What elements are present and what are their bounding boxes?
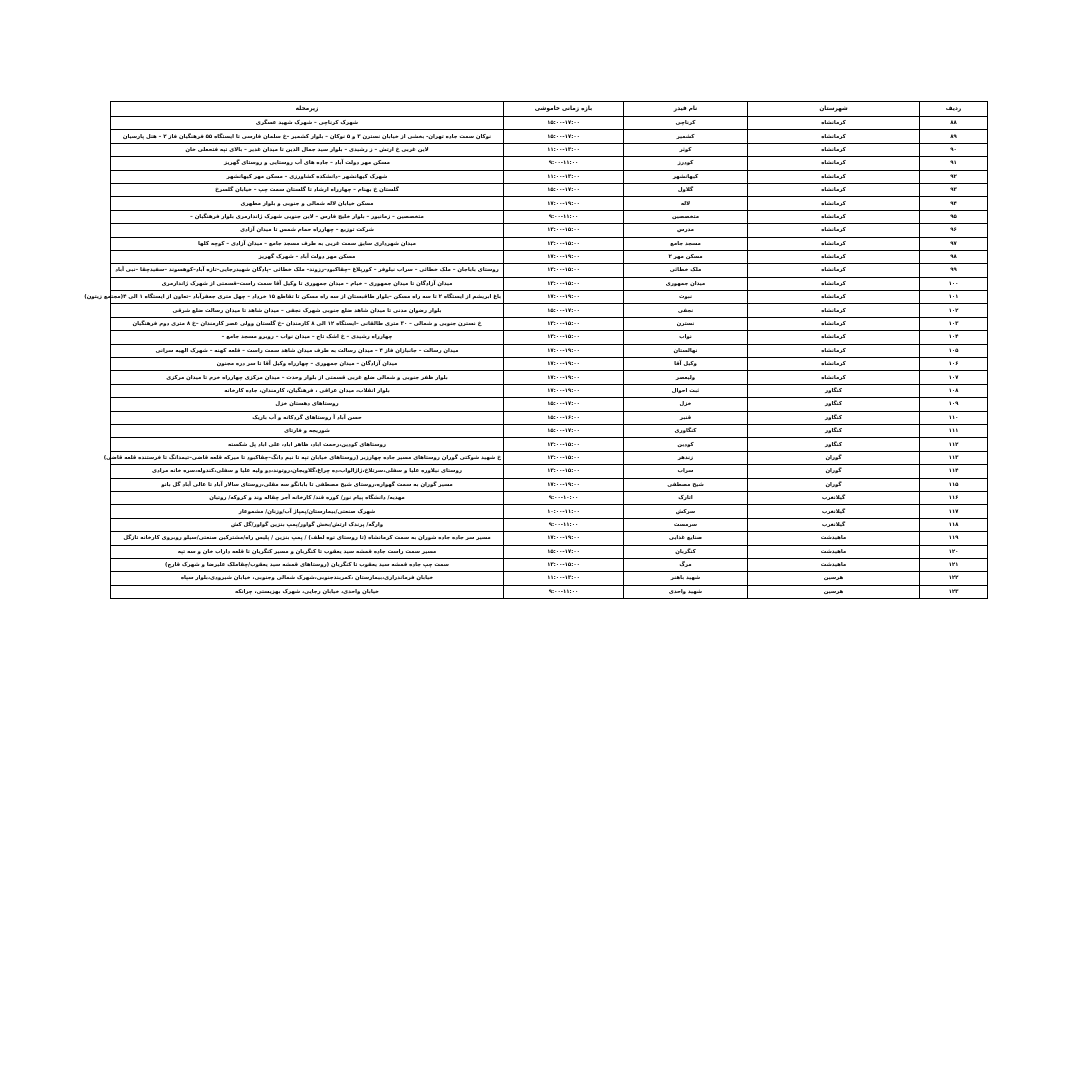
- cell-area: مسیر سمت راست جاده قمشه سید یعقوب تا کنگربان و مسیر کنگربان تا قلعه داراب خان و سه تپه: [111, 545, 504, 558]
- cell-county: کرمانشاه: [748, 170, 920, 183]
- cell-index: ۱۲۲: [920, 572, 988, 585]
- cell-feeder: مسکن مهر ۲: [624, 250, 748, 263]
- cell-feeder: مسجد جامع: [624, 237, 748, 250]
- cell-feeder: متخصصین: [624, 210, 748, 223]
- cell-area: روستای باباجان – ملک خطائی – سراب نیلوفر – کورپلاغ –چقاکبود–رزوند– ملک خطائی –پادگان شهیدرجایی–تازه آباد–کوهسوند –سفیدچقا –نبی آباد: [111, 264, 504, 277]
- cell-index: ۱۰۸: [920, 384, 988, 397]
- cell-feeder: نبوت: [624, 291, 748, 304]
- table-row: [111, 291, 988, 304]
- cell-time: ۱۵:۰۰-۱۷:۰۰: [504, 424, 624, 437]
- cell-time: ۱۷:۰۰-۱۹:۰۰: [504, 291, 624, 304]
- cell-index: ۱۱۸: [920, 518, 988, 531]
- cell-feeder: شیخ مصطفی: [624, 478, 748, 491]
- cell-index: ۱۱۲: [920, 438, 988, 451]
- cell-index: ۱۰۳: [920, 317, 988, 330]
- table-row: [111, 424, 988, 437]
- cell-county: کرمانشاه: [748, 291, 920, 304]
- cell-time: ۱۷:۰۰-۱۹:۰۰: [504, 384, 624, 397]
- cell-feeder: کرناچی: [624, 117, 748, 130]
- cell-feeder: نهالستان: [624, 344, 748, 357]
- cell-county: هرسین: [748, 572, 920, 585]
- cell-feeder: ثبت احوال: [624, 384, 748, 397]
- table-row: [111, 371, 988, 384]
- cell-county: کرمانشاه: [748, 183, 920, 196]
- table-header-row: [111, 102, 988, 117]
- cell-feeder: نواب: [624, 331, 748, 344]
- cell-time: ۱۵:۰۰-۱۷:۰۰: [504, 398, 624, 411]
- cell-area: مسیر گوران به سمت گهواره،روستای شیخ مصطفی تا بابانگو سه مقلی،روستای سالار آباد تا عالی آباد گل بانو: [111, 478, 504, 491]
- cell-index: ۸۸: [920, 117, 988, 130]
- cell-time: ۱۳:۰۰-۱۵:۰۰: [504, 438, 624, 451]
- table-row: [111, 130, 988, 143]
- cell-index: ۹۳: [920, 183, 988, 196]
- cell-area: شهرک صنعتی/بیمارستان/پمپاژ آب/وزنان/ مشموعار: [111, 505, 504, 518]
- cell-index: ۱۰۶: [920, 358, 988, 371]
- table-row: [111, 344, 988, 357]
- cell-index: ۱۲۱: [920, 558, 988, 571]
- cell-index: ۱۱۰: [920, 411, 988, 424]
- table-row: [111, 451, 988, 464]
- table-row: [111, 237, 988, 250]
- table-row: [111, 183, 988, 196]
- table-row: [111, 117, 988, 130]
- cell-feeder: سرمست: [624, 518, 748, 531]
- cell-feeder: مدرس: [624, 224, 748, 237]
- table-row: [111, 505, 988, 518]
- cell-time: ۱۳:۰۰-۱۵:۰۰: [504, 317, 624, 330]
- cell-county: کنگاور: [748, 398, 920, 411]
- cell-feeder: گلاول: [624, 183, 748, 196]
- cell-time: ۱۷:۰۰-۱۹:۰۰: [504, 371, 624, 384]
- cell-county: کرمانشاه: [748, 250, 920, 263]
- cell-county: گوران: [748, 478, 920, 491]
- cell-time: ۱۱:۰۰-۱۳:۰۰: [504, 143, 624, 156]
- cell-time: ۱۷:۰۰-۱۹:۰۰: [504, 250, 624, 263]
- table-row: [111, 197, 988, 210]
- table-row: [111, 518, 988, 531]
- cell-county: کرمانشاه: [748, 331, 920, 344]
- cell-county: گیلانغرب: [748, 491, 920, 504]
- cell-area: شرکت توزیع – چهارراه حمام شمس تا میدان آزادی: [111, 224, 504, 237]
- cell-area: میدان آزادگان – میدان جمهوری – چهارراه وکیل آقا تا سر دره مجنون: [111, 358, 504, 371]
- table-row: [111, 585, 988, 598]
- cell-feeder: نجفی: [624, 304, 748, 317]
- cell-county: گیلانغرب: [748, 505, 920, 518]
- cell-index: ۱۰۲: [920, 304, 988, 317]
- cell-feeder: صنایع غذایی: [624, 532, 748, 545]
- cell-time: ۱۳:۰۰-۱۵:۰۰: [504, 465, 624, 478]
- table-row: [111, 478, 988, 491]
- cell-county: کرمانشاه: [748, 304, 920, 317]
- cell-time: ۹:۰۰-۱۰:۰۰: [504, 491, 624, 504]
- cell-area: گلستان خ بهنام – چهارراه ارشاد تا گلستان سمت چپ – خیابان گلسرخ: [111, 183, 504, 196]
- cell-county: گوران: [748, 451, 920, 464]
- cell-index: ۹۵: [920, 210, 988, 223]
- cell-area: خ نسترن جنوبی و شمالی – ۳۰ متری طالقانی –ایستگاه ۱۲ الی ۸ کارمندان –خ گلستان وولی عصر کارمندان –خ ۸ متری دوم فرهنگیان: [111, 317, 504, 330]
- cell-feeder: اتارک: [624, 491, 748, 504]
- cell-time: ۱۳:۰۰-۱۵:۰۰: [504, 264, 624, 277]
- table-row: [111, 277, 988, 290]
- cell-area: خیابان واحدی، خیابان رجایی، شهرک بهزیستی، چرانکه: [111, 585, 504, 598]
- cell-county: کرمانشاه: [748, 210, 920, 223]
- cell-time: ۱۷:۰۰-۱۹:۰۰: [504, 344, 624, 357]
- cell-time: ۱۳:۰۰-۱۵:۰۰: [504, 558, 624, 571]
- cell-index: ۹۲: [920, 170, 988, 183]
- cell-time: ۱۳:۰۰-۱۵:۰۰: [504, 277, 624, 290]
- cell-area: بلوار ظفر جنوبی و شمالی ضلع غربی قسمتی از بلوار وحدت – میدان مرکزی چهارراه خرم تا میدان مرکزی: [111, 371, 504, 384]
- cell-index: ۱۱۵: [920, 478, 988, 491]
- header-feeder: نام فیدر: [624, 102, 748, 117]
- cell-time: ۱۵:۰۰-۱۷:۰۰: [504, 545, 624, 558]
- cell-feeder: میدان جمهوری: [624, 277, 748, 290]
- table-row: [111, 157, 988, 170]
- header-area: زیرمحله: [111, 102, 504, 117]
- cell-area: میدان شهرداری سایق سمت غربی به طرف مسجد جامع – میدان آزادی – کوچه کلها: [111, 237, 504, 250]
- table-row: [111, 491, 988, 504]
- cell-area: میدان رسالت – جانبازان فاز ۴ – میدان رسالت به طرف میدان شاهد سمت راست – قلعه کهنه – شهرک الهیه سرانی: [111, 344, 504, 357]
- header-time: بازه زمانی خاموشی: [504, 102, 624, 117]
- cell-area: مهدیه/ دانشگاه پیام نور/ کوره قند/ کارخانه آجر چقاله وند و کروکه/ روتیان: [111, 491, 504, 504]
- cell-area: شهرک کرناچی – شهرک شهید عسگری: [111, 117, 504, 130]
- cell-county: گوران: [748, 465, 920, 478]
- cell-time: ۹:۰۰-۱۱:۰۰: [504, 585, 624, 598]
- cell-county: کرمانشاه: [748, 237, 920, 250]
- cell-time: ۱۵:۰۰-۱۷:۰۰: [504, 183, 624, 196]
- cell-county: کرمانشاه: [748, 157, 920, 170]
- cell-area: خیابان فرماندراری،بیمارستان ،کمربندجنوبی،شهرک شمالی وجنوبی، خیابان شیرودی،بلوار سپاه: [111, 572, 504, 585]
- cell-time: ۱۷:۰۰-۱۹:۰۰: [504, 197, 624, 210]
- cell-feeder: ولیعصر: [624, 371, 748, 384]
- cell-time: ۱۳:۰۰-۱۵:۰۰: [504, 224, 624, 237]
- cell-feeder: وکیل آقا: [624, 358, 748, 371]
- cell-county: گیلانغرب: [748, 518, 920, 531]
- cell-feeder: کودین: [624, 438, 748, 451]
- cell-index: ۱۰۵: [920, 344, 988, 357]
- table-row: [111, 143, 988, 156]
- cell-area: مسکن خیابان لاله شمالی و جنوبی و بلوار مطهری: [111, 197, 504, 210]
- cell-area: حسن آباد آ روستاهای گردکانه و آب باریک: [111, 411, 504, 424]
- table-row: [111, 465, 988, 478]
- table-row: [111, 384, 988, 397]
- cell-county: کرمانشاه: [748, 143, 920, 156]
- cell-county: کرمانشاه: [748, 130, 920, 143]
- cell-feeder: کودرز: [624, 157, 748, 170]
- cell-index: ۱۰۰: [920, 277, 988, 290]
- cell-index: ۹۸: [920, 250, 988, 263]
- cell-area: شهرک کیهانشهر –دانشکده کشاورزی – مسکن مهر کیهانشهر: [111, 170, 504, 183]
- cell-time: ۱۳:۰۰-۱۵:۰۰: [504, 237, 624, 250]
- cell-area: مسکن مهر دولت آباد – شهرک گهریز: [111, 250, 504, 263]
- cell-feeder: کیهانشهر: [624, 170, 748, 183]
- cell-time: ۱۱:۰۰-۱۳:۰۰: [504, 170, 624, 183]
- cell-county: کرمانشاه: [748, 264, 920, 277]
- cell-index: ۱۱۳: [920, 451, 988, 464]
- cell-index: ۱۱۶: [920, 491, 988, 504]
- cell-area: لاین غربی خ ارتش – ز رشیدی – بلوار سید جمال الدین تا میدان غدیر – بالای تپه فتحعلی خان: [111, 143, 504, 156]
- cell-time: ۹:۰۰-۱۱:۰۰: [504, 210, 624, 223]
- cell-index: ۹۶: [920, 224, 988, 237]
- cell-time: ۱۷:۰۰-۱۹:۰۰: [504, 358, 624, 371]
- cell-county: کرمانشاه: [748, 371, 920, 384]
- table-row: [111, 358, 988, 371]
- cell-index: ۱۱۴: [920, 465, 988, 478]
- cell-index: ۱۰۹: [920, 398, 988, 411]
- cell-feeder: قنبر: [624, 411, 748, 424]
- cell-index: ۹۷: [920, 237, 988, 250]
- cell-area: نوکان سمت جاده تهران- بخشی از خیابان نسترن ۳ و ۵ نوکان – بلوار کشمیر –خ سلمان فارسی تا ایستگاه ۵۵ فرهنگیان فاز ۲ – هتل پارسیان: [111, 130, 504, 143]
- cell-area: میدان آزادگان تا میدان جمهوری – خیام – میدان جمهوری تا وکیل آقا سمت راست–قسمتی از شهرک ژاندارمری: [111, 277, 504, 290]
- cell-area: متخصصین – زمانیور – بلوار خلیج فارس – لاین جنوبی شهرک ژاندارمری بلوار فرهنگیان –: [111, 210, 504, 223]
- cell-index: ۱۲۳: [920, 585, 988, 598]
- cell-feeder: خزل: [624, 398, 748, 411]
- table-row: [111, 532, 988, 545]
- cell-time: ۱۵:۰۰-۱۷:۰۰: [504, 130, 624, 143]
- cell-county: کرمانشاه: [748, 224, 920, 237]
- cell-index: ۱۰۱: [920, 291, 988, 304]
- cell-index: ۹۰: [920, 143, 988, 156]
- cell-feeder: کشمیر: [624, 130, 748, 143]
- cell-county: کرمانشاه: [748, 358, 920, 371]
- table-row: [111, 304, 988, 317]
- cell-area: وارگه/ پرندک ارتش/بخش گواور/پمپ بنزین گواور/گل کش: [111, 518, 504, 531]
- cell-area: بلوار رضوان مدنی تا میدان شاهد ضلع جنوبی شهرک نجفی – میدان شاهد تا میدان رسالت ضلع شرقی: [111, 304, 504, 317]
- cell-index: ۹۱: [920, 157, 988, 170]
- cell-county: کنگاور: [748, 438, 920, 451]
- cell-county: هرسین: [748, 585, 920, 598]
- cell-feeder: سرکش: [624, 505, 748, 518]
- cell-county: ماهیدشت: [748, 545, 920, 558]
- table-row: [111, 558, 988, 571]
- outage-schedule-table: [84, 101, 988, 599]
- cell-area: روستای نیلاوره علیا و سفلی،سرتلاخ،ژاژالواب،ده چراغ،گلاویجان،روتوند،دو ولیه علیا و سفلی،کندوله،سره خانه مرادی: [111, 465, 504, 478]
- cell-index: ۹۹: [920, 264, 988, 277]
- cell-feeder: کوثر: [624, 143, 748, 156]
- table-row: [111, 411, 988, 424]
- table-row: [111, 264, 988, 277]
- table-row: [111, 572, 988, 585]
- table-row: [111, 438, 988, 451]
- cell-county: کرمانشاه: [748, 277, 920, 290]
- table-row: [111, 224, 988, 237]
- cell-area: روستاهای دهستان خزل: [111, 398, 504, 411]
- cell-time: ۹:۰۰-۱۱:۰۰: [504, 157, 624, 170]
- cell-feeder: کنگاوری: [624, 424, 748, 437]
- table-row: [111, 317, 988, 330]
- cell-time: ۱۵:۰۰-۱۷:۰۰: [504, 304, 624, 317]
- header-county: شهرستان: [748, 102, 920, 117]
- cell-index: ۱۰۴: [920, 331, 988, 344]
- table-row: [111, 210, 988, 223]
- table-row: [111, 250, 988, 263]
- cell-time: ۱۷:۰۰-۱۹:۰۰: [504, 478, 624, 491]
- cell-time: ۱۳:۰۰-۱۵:۰۰: [504, 451, 624, 464]
- cell-area: سمت چپ جاده قمشه سید یعقوب تا کنگربان (روستاهای قمشه سید یعقوب/چقاملک علیرضا و شهرک قارچ): [111, 558, 504, 571]
- cell-feeder: لاله: [624, 197, 748, 210]
- cell-feeder: سراب: [624, 465, 748, 478]
- cell-area: باغ ابریشم از ایستگاه ۲ تا سه راه مسکن –بلوار طاقبستان از سه راه مسکن تا تقاطع ۱۵ خرداد – چهل متری جعفرآباد –تعاون از ایستگاه ۱ الی ۴(مجتمع زیتون): [111, 291, 504, 304]
- cell-feeder: زندهر: [624, 451, 748, 464]
- cell-time: ۱۰:۰۰-۱۱:۰۰: [504, 505, 624, 518]
- cell-county: کرمانشاه: [748, 317, 920, 330]
- cell-area: خ شهید شوکتی گوران روستاهای مسیر جاده چهارزبر (روستاهای خیابان تپه تا نیم دانگ–چقاکبود تا میرکه قلعه قاضی–تیمدانگ تا فرستنده قلعه قاضی): [111, 451, 504, 464]
- cell-area: مسکن مهر دولت آباد – جاده های آب روستایی و روستای گهریز: [111, 157, 504, 170]
- table-row: [111, 398, 988, 411]
- cell-area: شوریجه و فارتای: [111, 424, 504, 437]
- cell-index: ۹۴: [920, 197, 988, 210]
- cell-time: ۹:۰۰-۱۱:۰۰: [504, 518, 624, 531]
- cell-feeder: شهید باهنر: [624, 572, 748, 585]
- cell-county: کرمانشاه: [748, 117, 920, 130]
- cell-county: کنگاور: [748, 424, 920, 437]
- table-body: [84, 117, 988, 599]
- cell-index: ۱۱۱: [920, 424, 988, 437]
- cell-county: ماهیدشت: [748, 558, 920, 571]
- cell-feeder: نسترن: [624, 317, 748, 330]
- table-row: [111, 545, 988, 558]
- cell-county: ماهیدشت: [748, 532, 920, 545]
- cell-index: ۱۱۹: [920, 532, 988, 545]
- cell-time: ۱۱:۰۰-۱۳:۰۰: [504, 572, 624, 585]
- cell-index: ۱۱۷: [920, 505, 988, 518]
- cell-county: کرمانشاه: [748, 197, 920, 210]
- cell-time: ۱۷:۰۰-۱۹:۰۰: [504, 532, 624, 545]
- cell-feeder: کنگربان: [624, 545, 748, 558]
- cell-feeder: مرگ: [624, 558, 748, 571]
- cell-area: مسیر سر جاده جاده شوران به سمت کرمانشاه (تا روستای توه لطف) / پمپ بنزین / پلیس راه/مشترکین صنعتی/سیلو روبروی کارخانه تازگل: [111, 532, 504, 545]
- cell-area: چهارراه رشیدی – خ اشک تاج – میدان نواب – روبرو مسجد جامع –: [111, 331, 504, 344]
- table-row: [111, 170, 988, 183]
- cell-time: ۱۳:۰۰-۱۵:۰۰: [504, 331, 624, 344]
- cell-area: روستاهای کودین،رحمت اباد، ظاهر اباد، علی اباد پل شکسته: [111, 438, 504, 451]
- cell-county: کنگاور: [748, 384, 920, 397]
- cell-time: ۱۵:۰۰-۱۷:۰۰: [504, 117, 624, 130]
- cell-index: ۱۲۰: [920, 545, 988, 558]
- cell-county: کرمانشاه: [748, 344, 920, 357]
- cell-time: ۱۵:۰۰-۱۶:۰۰: [504, 411, 624, 424]
- cell-index: ۸۹: [920, 130, 988, 143]
- cell-county: کنگاور: [748, 411, 920, 424]
- cell-feeder: ملک خطائی: [624, 264, 748, 277]
- table-row: [111, 331, 988, 344]
- cell-feeder: شهید واحدی: [624, 585, 748, 598]
- cell-area: بلوار انقلاب، میدان عراقی ، فرهنگیان، کارمندان، جاده کارخانه: [111, 384, 504, 397]
- header-index: ردیف: [920, 102, 988, 117]
- cell-index: ۱۰۷: [920, 371, 988, 384]
